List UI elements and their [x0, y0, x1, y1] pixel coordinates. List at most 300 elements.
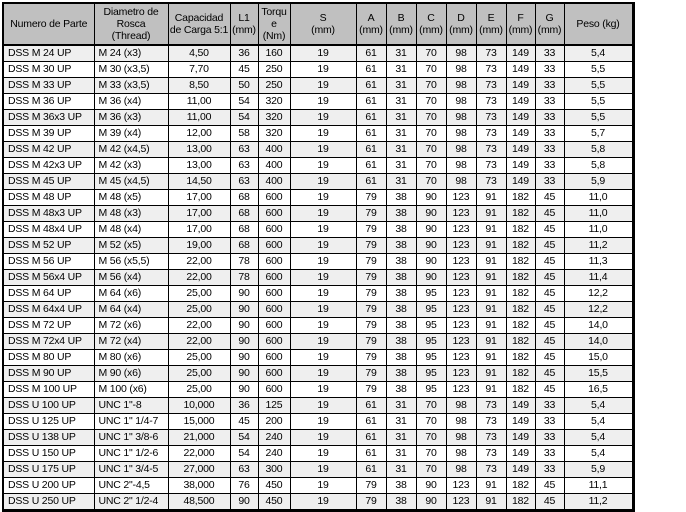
table-cell: 31: [386, 78, 416, 94]
table-cell: 33: [535, 462, 564, 478]
table-cell: DSS M 100 UP: [3, 382, 94, 398]
table-cell: 149: [506, 430, 535, 446]
table-cell: 95: [416, 286, 446, 302]
table-cell: 70: [416, 446, 446, 462]
header-line: F: [517, 11, 524, 24]
table-cell: 91: [476, 494, 506, 511]
header-line: G: [545, 11, 554, 24]
column-header-c-mm: [416, 3, 446, 45]
table-cell: M 90 (x6): [94, 366, 168, 382]
table-cell: 90: [230, 494, 258, 511]
table-cell: 240: [258, 446, 290, 462]
table-cell: 91: [476, 366, 506, 382]
table-cell: 45: [535, 494, 564, 511]
table-cell: 7,70: [168, 62, 230, 78]
table-cell: 11,00: [168, 94, 230, 110]
table-cell: 33: [535, 110, 564, 126]
table-cell: 19: [290, 78, 356, 94]
header-line: Diametro de: [103, 5, 159, 18]
table-cell: 90: [230, 318, 258, 334]
table-cell: DSS M 42x3 UP: [3, 158, 94, 174]
table-cell: 31: [386, 158, 416, 174]
table-row: [3, 110, 633, 126]
table-cell: 149: [506, 126, 535, 142]
table-cell: 79: [356, 318, 386, 334]
table-row: [3, 222, 633, 238]
table-cell: 250: [258, 62, 290, 78]
table-cell: 54: [230, 430, 258, 446]
table-cell: 70: [416, 126, 446, 142]
table-cell: 4,50: [168, 45, 230, 62]
header-line: (Thread): [111, 30, 151, 43]
table-cell: 91: [476, 478, 506, 494]
table-cell: 5,7: [564, 126, 633, 142]
table-cell: 63: [230, 158, 258, 174]
header-line: (mm): [359, 24, 383, 36]
table-cell: 19: [290, 190, 356, 206]
table-cell: 19: [290, 222, 356, 238]
table-cell: 79: [356, 494, 386, 511]
table-cell: 45: [535, 318, 564, 334]
table-cell: 149: [506, 174, 535, 190]
table-cell: 123: [446, 222, 476, 238]
table-cell: 5,5: [564, 78, 633, 94]
table-cell: 123: [446, 270, 476, 286]
table-cell: 15,0: [564, 350, 633, 366]
table-cell: 79: [356, 366, 386, 382]
table-cell: 61: [356, 446, 386, 462]
column-header-l1-mm: [230, 3, 258, 45]
table-cell: M 100 (x6): [94, 382, 168, 398]
table-cell: 5,4: [564, 446, 633, 462]
table-cell: 149: [506, 142, 535, 158]
table-cell: 70: [416, 430, 446, 446]
table-cell: 79: [356, 238, 386, 254]
table-cell: 250: [258, 78, 290, 94]
table-header: [3, 3, 633, 45]
table-cell: 45: [535, 302, 564, 318]
table-cell: 95: [416, 366, 446, 382]
table-cell: DSS U 100 UP: [3, 398, 94, 414]
table-cell: M 64 (x4): [94, 302, 168, 318]
table-cell: 12,2: [564, 302, 633, 318]
table-cell: 149: [506, 110, 535, 126]
table-cell: DSS M 72x4 UP: [3, 334, 94, 350]
table-cell: 98: [446, 174, 476, 190]
column-header-d-mm: [446, 3, 476, 45]
spec-table: [2, 2, 635, 512]
table-cell: 450: [258, 478, 290, 494]
table-cell: 15,000: [168, 414, 230, 430]
table-cell: 98: [446, 94, 476, 110]
table-cell: 45: [535, 238, 564, 254]
table-cell: 182: [506, 302, 535, 318]
table-cell: UNC 2" 1/2-4: [94, 494, 168, 511]
table-cell: UNC 2"-4,5: [94, 478, 168, 494]
table-cell: 600: [258, 206, 290, 222]
table-cell: 182: [506, 494, 535, 511]
table-cell: M 80 (x6): [94, 350, 168, 366]
table-cell: 182: [506, 350, 535, 366]
table-cell: 5,9: [564, 462, 633, 478]
header-line: Rosca: [116, 17, 146, 30]
header-line: (mm): [389, 24, 413, 36]
table-cell: 98: [446, 414, 476, 430]
table-cell: 91: [476, 302, 506, 318]
table-cell: 17,00: [168, 190, 230, 206]
table-cell: M 52 (x5): [94, 238, 168, 254]
table-cell: 149: [506, 62, 535, 78]
table-cell: 600: [258, 222, 290, 238]
table-cell: 123: [446, 206, 476, 222]
table-cell: 45: [535, 382, 564, 398]
table-cell: M 72 (x6): [94, 318, 168, 334]
table-cell: 149: [506, 94, 535, 110]
table-cell: 600: [258, 382, 290, 398]
table-cell: 12,00: [168, 126, 230, 142]
table-cell: 33: [535, 78, 564, 94]
table-cell: 90: [230, 382, 258, 398]
table-cell: 90: [416, 494, 446, 511]
table-cell: 33: [535, 174, 564, 190]
table-cell: 73: [476, 462, 506, 478]
table-cell: M 39 (x4): [94, 126, 168, 142]
table-cell: 63: [230, 462, 258, 478]
table-cell: 38: [386, 254, 416, 270]
table-cell: 11,0: [564, 206, 633, 222]
table-cell: 76: [230, 478, 258, 494]
table-cell: 600: [258, 334, 290, 350]
table-cell: 600: [258, 286, 290, 302]
table-cell: 91: [476, 286, 506, 302]
table-cell: 31: [386, 446, 416, 462]
table-cell: 78: [230, 254, 258, 270]
table-cell: 11,0: [564, 190, 633, 206]
table-cell: 73: [476, 142, 506, 158]
table-cell: 38: [386, 494, 416, 511]
table-cell: 70: [416, 398, 446, 414]
table-cell: 123: [446, 478, 476, 494]
table-cell: 58: [230, 126, 258, 142]
table-cell: 61: [356, 462, 386, 478]
column-header-diametro-de-rosca-thread: [94, 3, 168, 45]
table-cell: 33: [535, 142, 564, 158]
table-cell: 11,4: [564, 270, 633, 286]
header-line: Torqu: [261, 5, 287, 18]
table-row: [3, 126, 633, 142]
table-cell: 19: [290, 238, 356, 254]
table-cell: M 64 (x6): [94, 286, 168, 302]
table-cell: 123: [446, 254, 476, 270]
table-cell: 19,00: [168, 238, 230, 254]
table-cell: 160: [258, 45, 290, 62]
table-cell: 19: [290, 462, 356, 478]
table-row: [3, 286, 633, 302]
table-cell: 70: [416, 158, 446, 174]
table-cell: M 30 (x3,5): [94, 62, 168, 78]
table-row: [3, 382, 633, 398]
table-cell: 5,8: [564, 142, 633, 158]
table-cell: 45: [535, 190, 564, 206]
table-cell: 27,000: [168, 462, 230, 478]
header-line: B: [397, 11, 405, 24]
table-cell: 17,00: [168, 222, 230, 238]
table-cell: 182: [506, 478, 535, 494]
table-cell: 78: [230, 270, 258, 286]
table-cell: 61: [356, 158, 386, 174]
column-header-torque-nm: [258, 3, 290, 45]
header-row: [3, 3, 633, 45]
table-cell: M 45 (x4,5): [94, 174, 168, 190]
header-line: S: [319, 11, 327, 24]
table-cell: 300: [258, 462, 290, 478]
table-cell: 182: [506, 190, 535, 206]
table-cell: 123: [446, 334, 476, 350]
table-cell: DSS U 125 UP: [3, 414, 94, 430]
table-cell: 15,5: [564, 366, 633, 382]
table-cell: 123: [446, 190, 476, 206]
table-cell: DSS M 30 UP: [3, 62, 94, 78]
header-line: (mm): [508, 24, 533, 36]
table-cell: DSS M 56x4 UP: [3, 270, 94, 286]
table-row: [3, 366, 633, 382]
table-cell: 90: [416, 222, 446, 238]
table-cell: DSS U 175 UP: [3, 462, 94, 478]
table-cell: 5,4: [564, 430, 633, 446]
table-cell: DSS M 80 UP: [3, 350, 94, 366]
table-cell: 61: [356, 45, 386, 62]
table-cell: DSS U 138 UP: [3, 430, 94, 446]
table-cell: DSS M 36 UP: [3, 94, 94, 110]
header-line: D: [457, 11, 465, 24]
table-cell: M 42 (x3): [94, 158, 168, 174]
table-cell: 79: [356, 350, 386, 366]
table-cell: 19: [290, 430, 356, 446]
table-cell: 98: [446, 62, 476, 78]
table-cell: M 36 (x4): [94, 94, 168, 110]
table-cell: 5,5: [564, 94, 633, 110]
table-cell: 25,00: [168, 286, 230, 302]
table-cell: 79: [356, 270, 386, 286]
table-row: [3, 270, 633, 286]
table-cell: 90: [416, 478, 446, 494]
header-line: A: [367, 11, 375, 24]
table-cell: 11,1: [564, 478, 633, 494]
table-cell: 73: [476, 430, 506, 446]
table-cell: 33: [535, 430, 564, 446]
table-cell: 90: [230, 366, 258, 382]
table-cell: 21,000: [168, 430, 230, 446]
table-cell: DSS M 64 UP: [3, 286, 94, 302]
table-cell: M 48 (x4): [94, 222, 168, 238]
table-cell: DSS U 200 UP: [3, 478, 94, 494]
table-cell: 95: [416, 318, 446, 334]
table-cell: UNC 1" 3/8-6: [94, 430, 168, 446]
table-cell: 90: [416, 238, 446, 254]
table-cell: 33: [535, 126, 564, 142]
table-row: [3, 462, 633, 478]
table-cell: 45: [535, 350, 564, 366]
table-cell: 73: [476, 174, 506, 190]
table-cell: 79: [356, 254, 386, 270]
table-cell: 73: [476, 158, 506, 174]
table-cell: 91: [476, 350, 506, 366]
table-cell: 149: [506, 462, 535, 478]
table-cell: 54: [230, 94, 258, 110]
table-cell: 31: [386, 174, 416, 190]
table-cell: 73: [476, 62, 506, 78]
table-cell: 45: [535, 478, 564, 494]
header-line: Peso (kg): [576, 17, 620, 30]
table-cell: 33: [535, 62, 564, 78]
table-cell: 182: [506, 334, 535, 350]
table-row: [3, 398, 633, 414]
table-cell: 25,00: [168, 350, 230, 366]
table-cell: 31: [386, 142, 416, 158]
table-cell: 73: [476, 78, 506, 94]
table-cell: 45: [535, 206, 564, 222]
table-cell: 19: [290, 110, 356, 126]
table-row: [3, 174, 633, 190]
table-row: [3, 478, 633, 494]
column-header-f-mm: [506, 3, 535, 45]
table-cell: 19: [290, 126, 356, 142]
table-cell: 123: [446, 366, 476, 382]
table-cell: 125: [258, 398, 290, 414]
table-cell: 25,00: [168, 366, 230, 382]
table-cell: 200: [258, 414, 290, 430]
table-cell: 91: [476, 334, 506, 350]
table-cell: DSS U 250 UP: [3, 494, 94, 511]
table-cell: 38: [386, 222, 416, 238]
table-cell: 149: [506, 446, 535, 462]
table-cell: 33: [535, 158, 564, 174]
table-row: [3, 318, 633, 334]
table-row: [3, 158, 633, 174]
table-cell: 54: [230, 446, 258, 462]
table-cell: 182: [506, 318, 535, 334]
table-cell: 450: [258, 494, 290, 511]
table-cell: 45: [230, 62, 258, 78]
table-cell: 31: [386, 110, 416, 126]
table-cell: 11,3: [564, 254, 633, 270]
table-cell: 31: [386, 94, 416, 110]
table-cell: DSS M 72 UP: [3, 318, 94, 334]
table-cell: 19: [290, 334, 356, 350]
table-cell: 600: [258, 190, 290, 206]
table-cell: 61: [356, 110, 386, 126]
column-header-g-mm: [535, 3, 564, 45]
table-cell: 12,2: [564, 286, 633, 302]
table-cell: 182: [506, 254, 535, 270]
table-cell: M 33 (x3,5): [94, 78, 168, 94]
table-cell: 31: [386, 62, 416, 78]
table-row: [3, 238, 633, 254]
table-cell: 90: [230, 350, 258, 366]
table-cell: 182: [506, 238, 535, 254]
table-row: [3, 350, 633, 366]
table-cell: 123: [446, 302, 476, 318]
column-header-b-mm: [386, 3, 416, 45]
table-cell: 90: [416, 254, 446, 270]
table-cell: 320: [258, 126, 290, 142]
table-cell: 22,00: [168, 254, 230, 270]
table-cell: 33: [535, 446, 564, 462]
table-cell: 22,00: [168, 270, 230, 286]
table-cell: 11,2: [564, 494, 633, 511]
header-line: (mm): [449, 24, 473, 36]
table-cell: 48,500: [168, 494, 230, 511]
table-row: [3, 142, 633, 158]
table-cell: 98: [446, 110, 476, 126]
table-cell: 5,5: [564, 110, 633, 126]
table-cell: 91: [476, 318, 506, 334]
table-cell: 61: [356, 398, 386, 414]
table-cell: 149: [506, 414, 535, 430]
table-cell: 400: [258, 174, 290, 190]
table-cell: 70: [416, 78, 446, 94]
table-cell: M 24 (x3): [94, 45, 168, 62]
header-line: e: [271, 17, 277, 30]
table-cell: 90: [416, 270, 446, 286]
table-cell: M 36 (x3): [94, 110, 168, 126]
table-cell: 149: [506, 398, 535, 414]
table-row: [3, 414, 633, 430]
table-cell: 19: [290, 254, 356, 270]
table-cell: 400: [258, 142, 290, 158]
table-cell: 38: [386, 334, 416, 350]
header-line: (Nm): [262, 30, 286, 43]
header-line: de Carga 5:1: [169, 24, 229, 36]
table-cell: 14,50: [168, 174, 230, 190]
table-cell: 63: [230, 142, 258, 158]
table-cell: 90: [230, 302, 258, 318]
table-cell: 91: [476, 222, 506, 238]
table-cell: 31: [386, 462, 416, 478]
table-cell: 182: [506, 382, 535, 398]
table-cell: 70: [416, 62, 446, 78]
table-cell: 123: [446, 494, 476, 511]
table-cell: DSS M 64x4 UP: [3, 302, 94, 318]
table-cell: 79: [356, 382, 386, 398]
table-cell: 19: [290, 318, 356, 334]
table-cell: DSS M 24 UP: [3, 45, 94, 62]
column-header-peso-kg: [564, 3, 633, 45]
table-cell: 61: [356, 174, 386, 190]
table-cell: 182: [506, 286, 535, 302]
table-cell: 38: [386, 366, 416, 382]
table-cell: 79: [356, 190, 386, 206]
table-cell: 5,4: [564, 414, 633, 430]
table-cell: DSS M 36x3 UP: [3, 110, 94, 126]
table-cell: 149: [506, 158, 535, 174]
table-cell: 5,4: [564, 398, 633, 414]
table-row: [3, 206, 633, 222]
table-cell: 11,2: [564, 238, 633, 254]
table-cell: 149: [506, 78, 535, 94]
table-cell: 38: [386, 286, 416, 302]
table-cell: 19: [290, 350, 356, 366]
table-cell: 61: [356, 414, 386, 430]
table-cell: 19: [290, 286, 356, 302]
table-cell: 98: [446, 430, 476, 446]
table-cell: 19: [290, 382, 356, 398]
table-cell: 320: [258, 110, 290, 126]
table-cell: 5,5: [564, 62, 633, 78]
table-cell: 33: [535, 414, 564, 430]
table-cell: 149: [506, 45, 535, 62]
table-cell: 45: [535, 334, 564, 350]
